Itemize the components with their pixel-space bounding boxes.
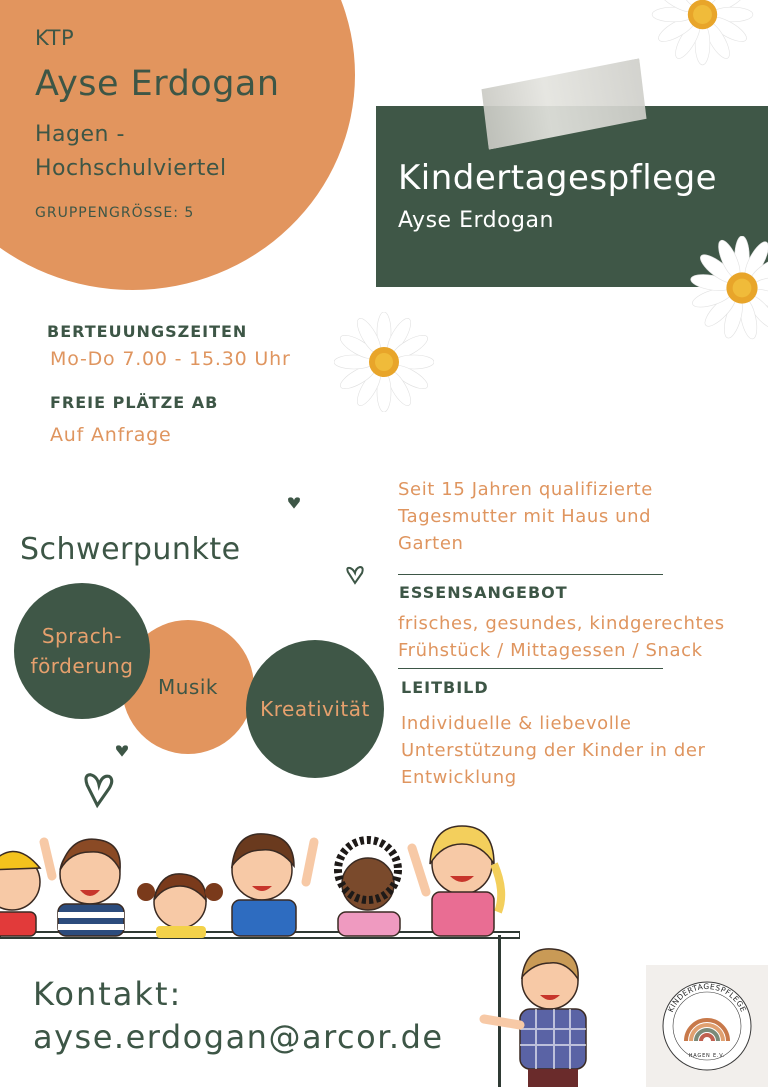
focus-language-line2: förderung: [30, 654, 134, 678]
location-line1: Hagen -: [35, 122, 125, 147]
intro-line1: Seit 15 Jahren qualifizierte: [398, 479, 653, 500]
heart-icon: [82, 770, 116, 810]
heart-icon: [115, 743, 129, 759]
divider: [398, 574, 663, 575]
intro-line2: Tagesmutter mit Haus und: [398, 506, 652, 527]
daisy-icon: [650, 0, 755, 67]
focus-heading: Schwerpunkte: [20, 532, 241, 567]
focus-language-line1: Sprach-: [41, 624, 123, 648]
food-line2: Frühstück / Mittagessen / Snack: [398, 640, 703, 661]
contact-label: Kontakt:: [33, 975, 183, 1013]
rainbow-logo-icon: [646, 965, 768, 1087]
title-sub: Ayse Erdogan: [398, 208, 554, 233]
divider: [398, 668, 663, 669]
ktp-label: KTP: [35, 26, 75, 50]
food-label: ESSENSANGEBOT: [399, 583, 568, 602]
focus-music-label: Musik: [158, 675, 218, 699]
caregiver-name: Ayse Erdogan: [35, 64, 280, 104]
boy-illustration: [470, 945, 610, 1087]
focus-language-label: [31, 621, 134, 681]
focus-circle-language: [14, 583, 150, 719]
intro-text: [398, 476, 653, 557]
intro-line3: Garten: [398, 533, 464, 554]
hours-label: BERTEUUNGSZEITEN: [47, 322, 248, 341]
hours-value: Mo-Do 7.00 - 15.30 Uhr: [50, 348, 291, 370]
daisy-icon: [690, 236, 768, 340]
logo-arc-text: KINDERTAGESPFLEGE: [665, 981, 749, 1014]
places-label: FREIE PLÄTZE AB: [50, 393, 219, 412]
heart-icon: [345, 563, 365, 587]
logo-bottom-text: HAGEN E.V.: [688, 1053, 726, 1059]
title-main: Kindertagespflege: [398, 158, 718, 198]
mission-label: LEITBILD: [401, 678, 489, 697]
focus-circle-creativity: [246, 640, 384, 778]
children-illustration: [0, 812, 520, 957]
mission-text: [401, 710, 706, 791]
food-text: [398, 610, 725, 664]
heart-icon: [287, 495, 301, 511]
contact-email[interactable]: ayse.erdogan@arcor.de: [33, 1018, 444, 1056]
places-value: Auf Anfrage: [50, 424, 172, 446]
group-size: GRUPPENGRÖSSE: 5: [35, 205, 195, 221]
daisy-icon: [334, 312, 434, 412]
focus-creativity-label: Kreativität: [260, 697, 370, 721]
mission-line3: Entwicklung: [401, 767, 517, 788]
food-line1: frisches, gesundes, kindgerechtes: [398, 613, 725, 634]
location: [35, 118, 227, 186]
location-line2: Hochschulviertel: [35, 156, 227, 181]
mission-line1: Individuelle & liebevolle: [401, 713, 632, 734]
mission-line2: Unterstützung der Kinder in der: [401, 740, 706, 761]
